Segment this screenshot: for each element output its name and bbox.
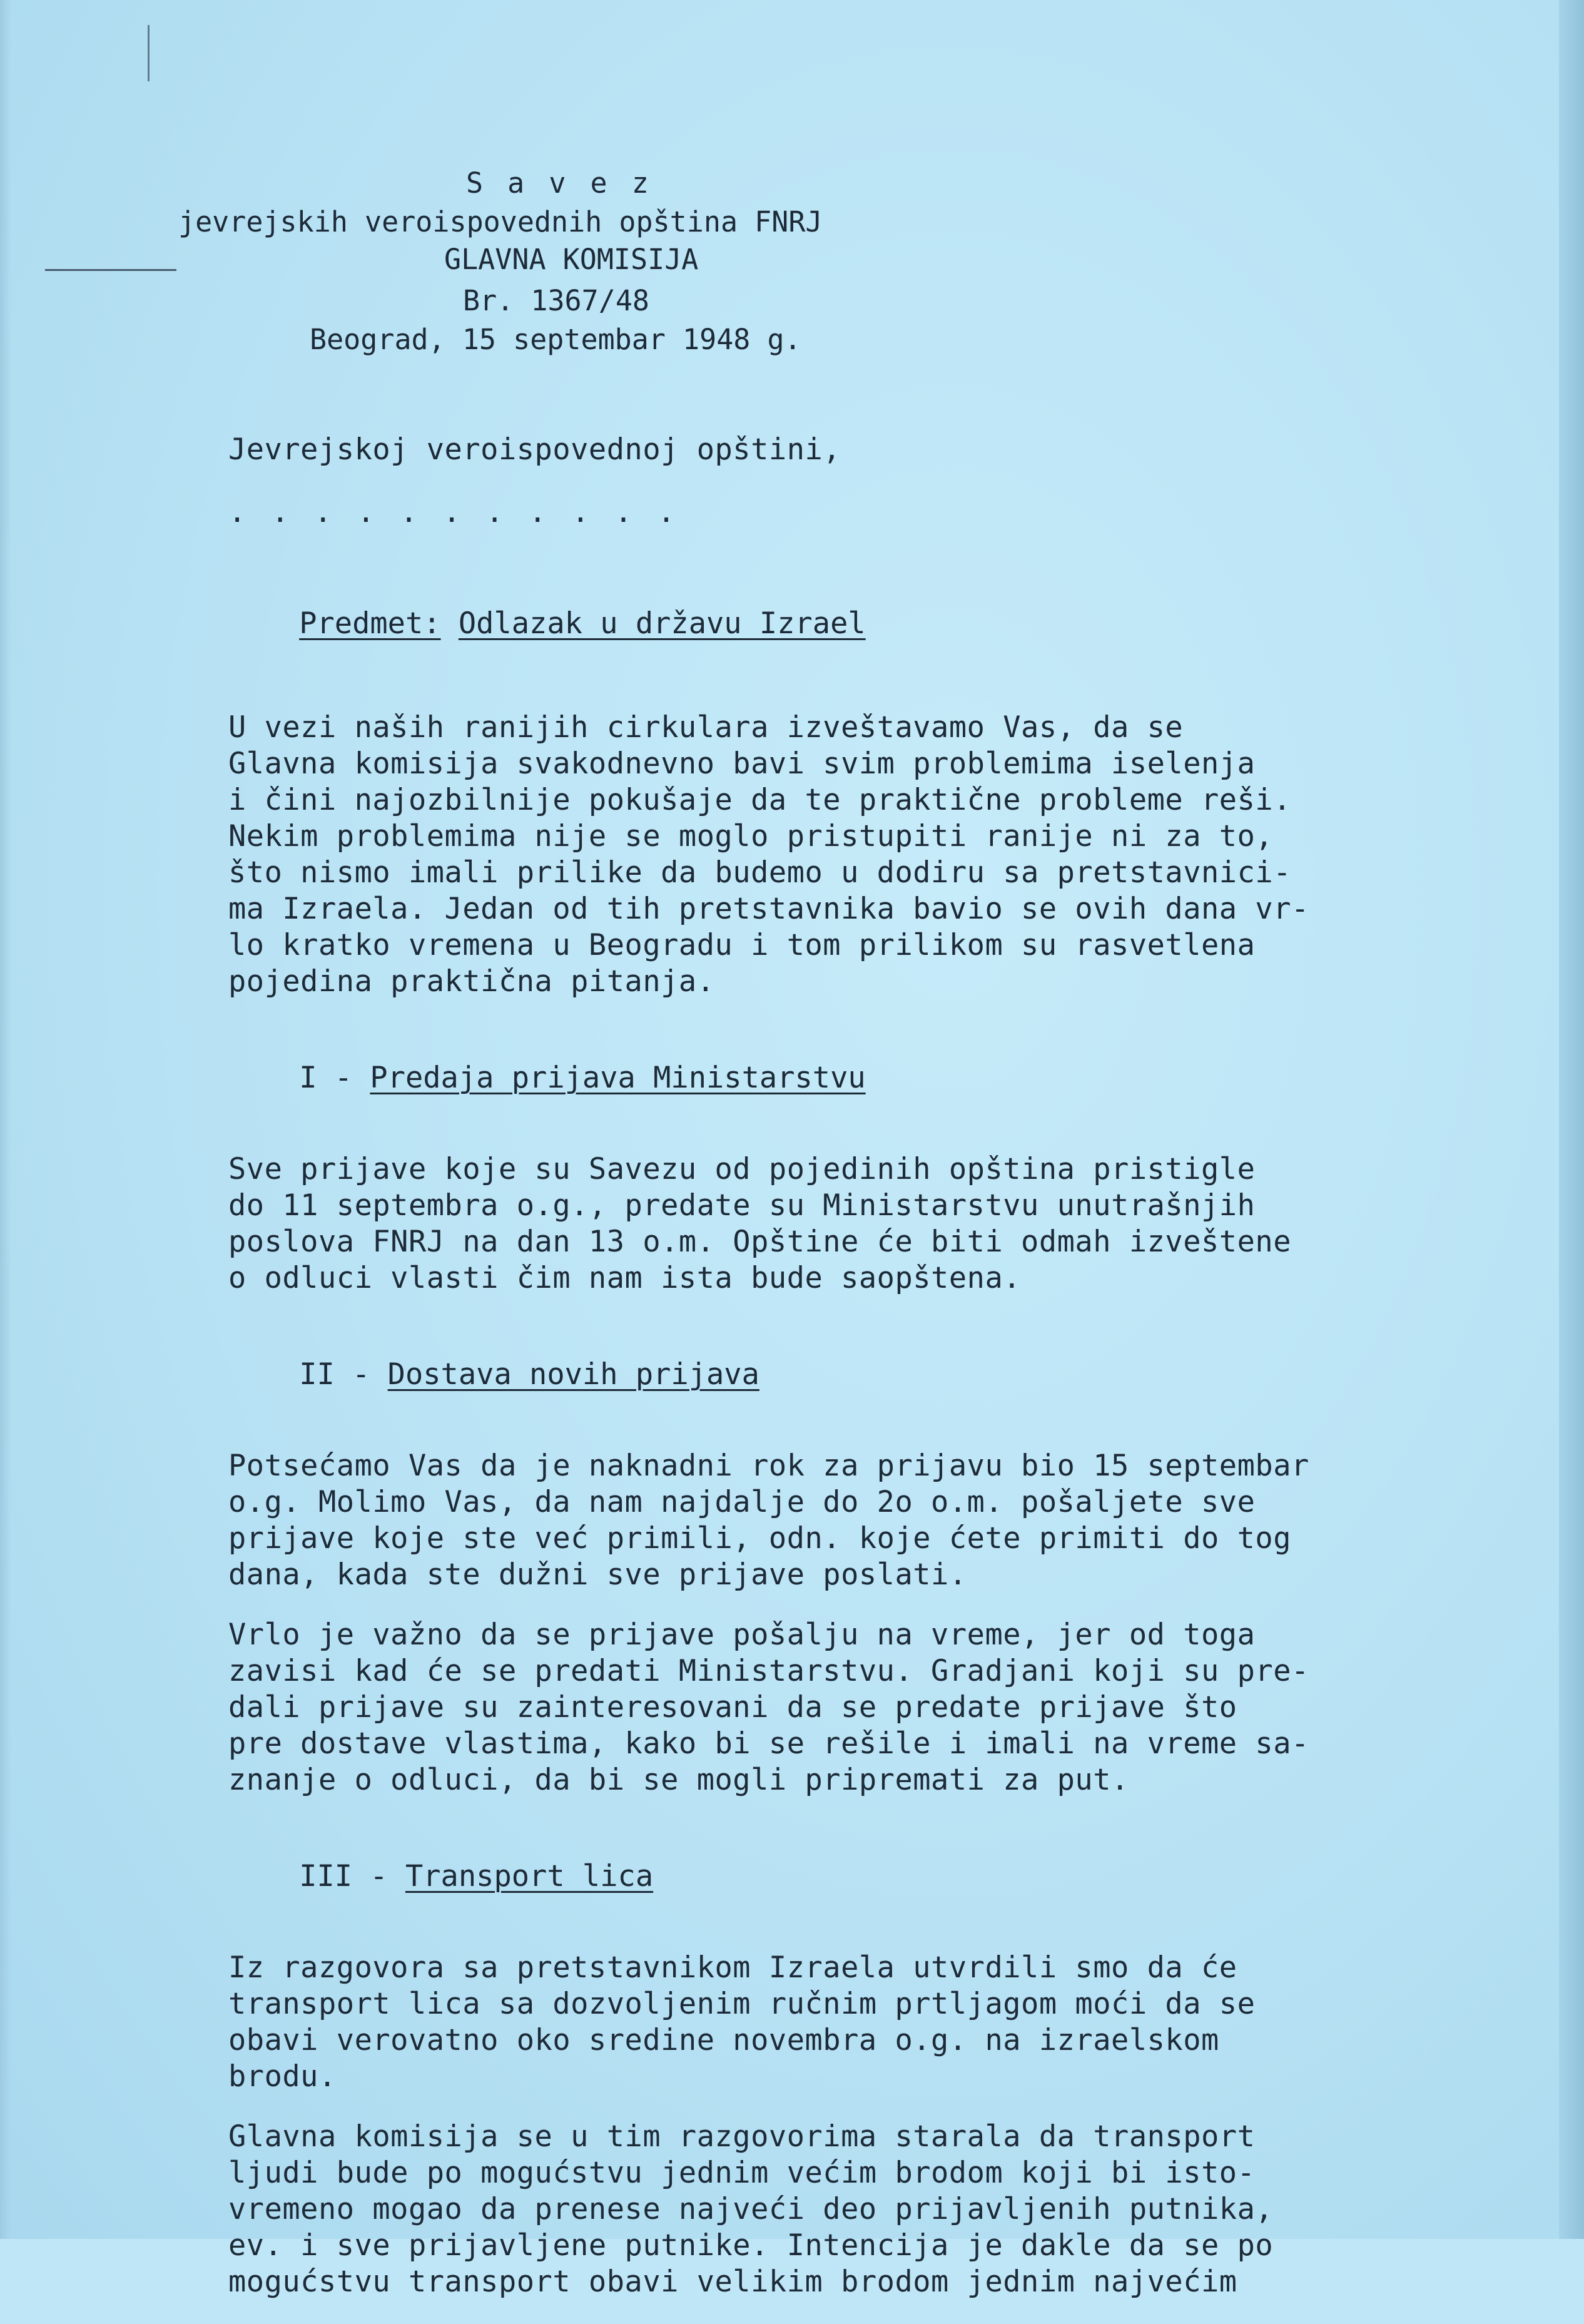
letterhead-org-word: S a v e z [466, 166, 652, 200]
scan-edge-left [0, 0, 11, 2239]
paragraph-line: lo kratko vremena u Beogradu i tom prilikom su rasvetlena [228, 928, 1256, 962]
addressee-placeholder-dots: . . . . . . . . . . . [228, 495, 679, 529]
subject-line [228, 569, 866, 678]
paragraph-line: dana, kada ste dužni sve prijave poslati. [228, 1557, 967, 1592]
margin-tick-mark [148, 25, 150, 81]
paragraph-line: Nekim problemima nije se moglo pristupiti ranije ni za to, [228, 819, 1274, 854]
section-3-title: Transport lica [405, 1859, 654, 1893]
paragraph-line: Glavna komisija se u tim razgovorima starala da transport [228, 2119, 1256, 2154]
margin-rule-mark [45, 269, 176, 271]
subject-label: Predmet: [299, 606, 441, 641]
section-1-title: Predaja prijava Ministarstvu [370, 1061, 866, 1095]
section-3-paragraph-2 [228, 2119, 1404, 2300]
addressee: Jevrejskoj veroispovednoj opštini, [228, 432, 841, 467]
paragraph-line: što nismo imali prilike da budemo u dodiru sa pretstavnici- [228, 855, 1291, 890]
letterhead-org-name: jevrejskih veroispovednih opština FNRJ [178, 205, 823, 238]
paragraph-line: brodu. [228, 2059, 337, 2094]
reference-number: Br. 1367/48 [463, 284, 650, 317]
paragraph-line: i čini najozbilnije pokušaje da te praktične probleme reši. [228, 783, 1291, 817]
paragraph-line: U vezi naših ranijih cirkulara izveštavamo Vas, da se [228, 710, 1184, 745]
paragraph-line: ev. i sve prijavljene putnike. Intencija je dakle da se po [228, 2228, 1274, 2263]
paragraph-line: mogućstvu transport obavi velikim brodom jednim najvećim [228, 2265, 1237, 2299]
paragraph-line: Vrlo je važno da se prijave pošalju na vreme, jer od toga [228, 1618, 1256, 1652]
paragraph-line: ljudi bude po mogućstvu jednim većim brodom koji bi isto- [228, 2156, 1256, 2190]
paragraph-line: Potsećamo Vas da je naknadni rok za prijavu bio 15 septembar [228, 1449, 1309, 1483]
paragraph-line: do 11 septembra o.g., predate su Ministarstvu unutrašnjih [228, 1188, 1256, 1223]
scan-edge-right [1559, 0, 1584, 2239]
section-2-title: Dostava novih prijava [387, 1357, 759, 1392]
section-3-number: III - [299, 1859, 405, 1893]
paragraph-line: Iz razgovora sa pretstavnikom Izraela utvrdili smo da će [228, 1950, 1237, 1985]
section-2-paragraph-1 [228, 1448, 1404, 1593]
paragraph-line: vremeno mogao da prenese najveći deo prijavljenih putnika, [228, 2192, 1274, 2226]
paragraph-line: poslova FNRJ na dan 13 o.m. Opštine će biti odmah izveštene [228, 1225, 1291, 1259]
letterhead-commission: GLAVNA KOMISIJA [444, 243, 699, 276]
paragraph-line: Sve prijave koje su Savezu od pojedinih opština pristigle [228, 1152, 1256, 1186]
paragraph-line: transport lica sa dozvoljenim ručnim prtljagom moći da se [228, 1987, 1256, 2021]
paragraph-line: ma Izraela. Jedan od tih pretstavnika bavio se ovih dana vr- [228, 892, 1309, 926]
paragraph-line: prijave koje ste već primili, odn. koje ćete primiti do tog [228, 1521, 1291, 1556]
paragraph-line: pojedina praktična pitanja. [228, 964, 715, 999]
paragraph-line: obavi verovatno oko sredine novembra o.g. na izraelskom [228, 2023, 1219, 2057]
intro-paragraph [228, 710, 1404, 1000]
paragraph-line: pre dostave vlastima, kako bi se rešile i imali na vreme sa- [228, 1726, 1309, 1761]
paragraph-line: o odluci vlasti čim nam ista bude saopštena. [228, 1261, 1022, 1295]
letter-body [228, 432, 1404, 2324]
section-1-number: I - [299, 1061, 370, 1095]
section-3-paragraph-1 [228, 1950, 1404, 2095]
section-2-paragraph-2 [228, 1617, 1404, 1798]
section-2-heading [228, 1320, 759, 1429]
section-3-heading [228, 1822, 653, 1931]
paragraph-line: o.g. Molimo Vas, da nam najdalje do 2o o.m. pošaljete sve [228, 1485, 1256, 1519]
section-2-number: II - [299, 1357, 388, 1392]
letter-date: Beograd, 15 septembar 1948 g. [310, 323, 801, 356]
subject-text: Odlazak u državu Izrael [458, 606, 866, 641]
section-1-paragraph [228, 1151, 1404, 1297]
paragraph-line: zavisi kad će se predati Ministarstvu. Gradjani koji su pre- [228, 1654, 1309, 1688]
section-1-heading [228, 1024, 866, 1133]
paragraph-line: znanje o odluci, da bi se mogli pripremati za put. [228, 1763, 1129, 1797]
paragraph-line: dali prijave su zainteresovani da se predate prijave što [228, 1690, 1237, 1725]
paragraph-line: Glavna komisija svakodnevno bavi svim problemima iselenja [228, 747, 1256, 781]
